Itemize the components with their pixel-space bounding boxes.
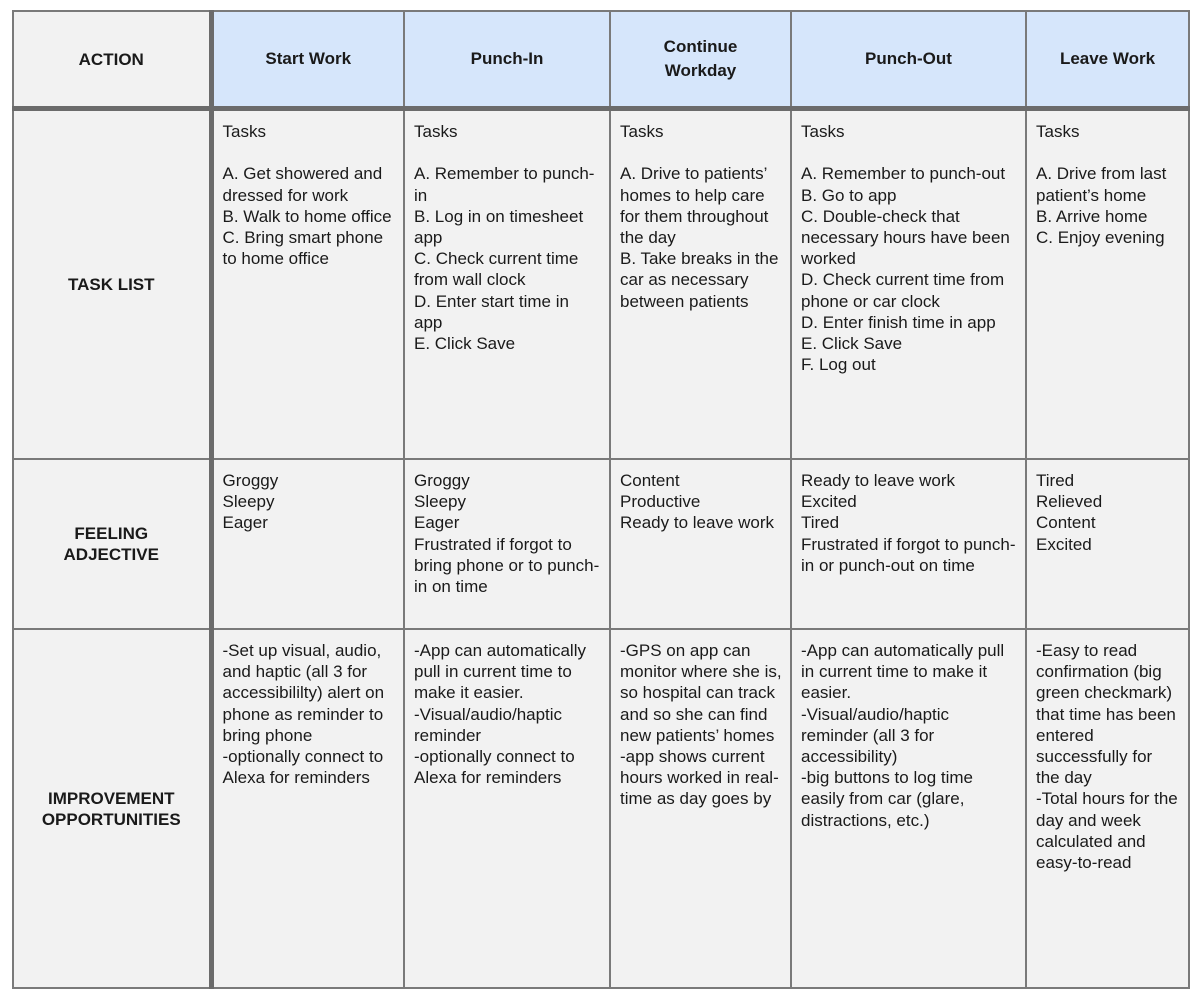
feeling-row-label: [13, 459, 211, 629]
stage-header-start-work: [211, 11, 404, 109]
stage-header-punch-in: [404, 11, 610, 109]
improvement-row-label: [13, 629, 211, 988]
stage-header-leave-work: [1026, 11, 1189, 109]
task-cell-punch-in: Tasks A. Remember to punch-in B. Log in on timesheet app C. Check current time from wall clock D. Enter start time in app E. Click Save: [404, 109, 610, 460]
stage-header-continue-workday: [610, 11, 791, 109]
task-list-row: [13, 109, 1189, 460]
improvement-cell-punch-in: -App can automatically pull in current time to make it easier. -Visual/audio/haptic reminder -optionally connect to Alexa for reminders: [404, 629, 610, 988]
feeling-row: [13, 459, 1189, 629]
stage-label: Punch-In: [470, 49, 544, 68]
task-cell-leave-work: Tasks A. Drive from last patient’s home B. Arrive home C. Enjoy evening: [1026, 109, 1189, 460]
stage-header-punch-out: [791, 11, 1026, 109]
feeling-cell-leave-work: Tired Relieved Content Excited: [1026, 459, 1189, 629]
improvement-cell-leave-work: -Easy to read confirmation (big green checkmark) that time has been entered successfully for the day -Total hours for the day and week calculated and easy-to-read: [1026, 629, 1189, 988]
improvement-cell-start-work: -Set up visual, audio, and haptic (all 3 for accessibililty) alert on phone as reminder to bring phone -optionally connect to Alexa for reminders: [211, 629, 404, 988]
stage-label: Leave Work: [1059, 49, 1156, 68]
stage-label: Start Work: [265, 49, 352, 68]
feeling-cell-start-work: Groggy Sleepy Eager: [211, 459, 404, 629]
stage-label: Punch-Out: [865, 49, 952, 68]
task-cell-punch-out: Tasks A. Remember to punch-out B. Go to app C. Double-check that necessary hours have been worked D. Check current time from phone or car clock D. Enter finish time in app E. Click Save F. Log out: [791, 109, 1026, 460]
stage-label: Continue Workday: [663, 37, 738, 80]
task-cell-start-work: Tasks A. Get showered and dressed for work B. Walk to home office C. Bring smart phone to home office: [211, 109, 404, 460]
improvement-cell-punch-out: -App can automatically pull in current time to make it easier. -Visual/audio/haptic reminder (all 3 for accessibility) -big buttons to log time easily from car (glare, distractions, etc.): [791, 629, 1026, 988]
feeling-cell-punch-in: Groggy Sleepy Eager Frustrated if forgot to bring phone or to punch-in on time: [404, 459, 610, 629]
improvement-cell-continue-workday: -GPS on app can monitor where she is, so hospital can track and so she can find new patients’ homes -app shows current hours worked in real-time as day goes by: [610, 629, 791, 988]
row-label-text: IMPROVEMENT OPPORTUNITIES: [41, 788, 181, 829]
improvement-row: [13, 629, 1189, 988]
header-row: [13, 11, 1189, 109]
row-label-text: TASK LIST: [67, 275, 155, 294]
journey-map-table: [12, 10, 1190, 989]
feeling-cell-punch-out: Ready to leave work Excited Tired Frustrated if forgot to punch-in or punch-out on time: [791, 459, 1026, 629]
action-header-label: ACTION: [78, 49, 144, 69]
action-header: [13, 11, 211, 109]
task-cell-continue-workday: Tasks A. Drive to patients’ homes to help care for them throughout the day B. Take breaks in the car as necessary between patients: [610, 109, 791, 460]
row-label-text: FEELING ADJECTIVE: [63, 524, 159, 564]
feeling-cell-continue-workday: Content Productive Ready to leave work: [610, 459, 791, 629]
task-list-row-label: [13, 109, 211, 460]
